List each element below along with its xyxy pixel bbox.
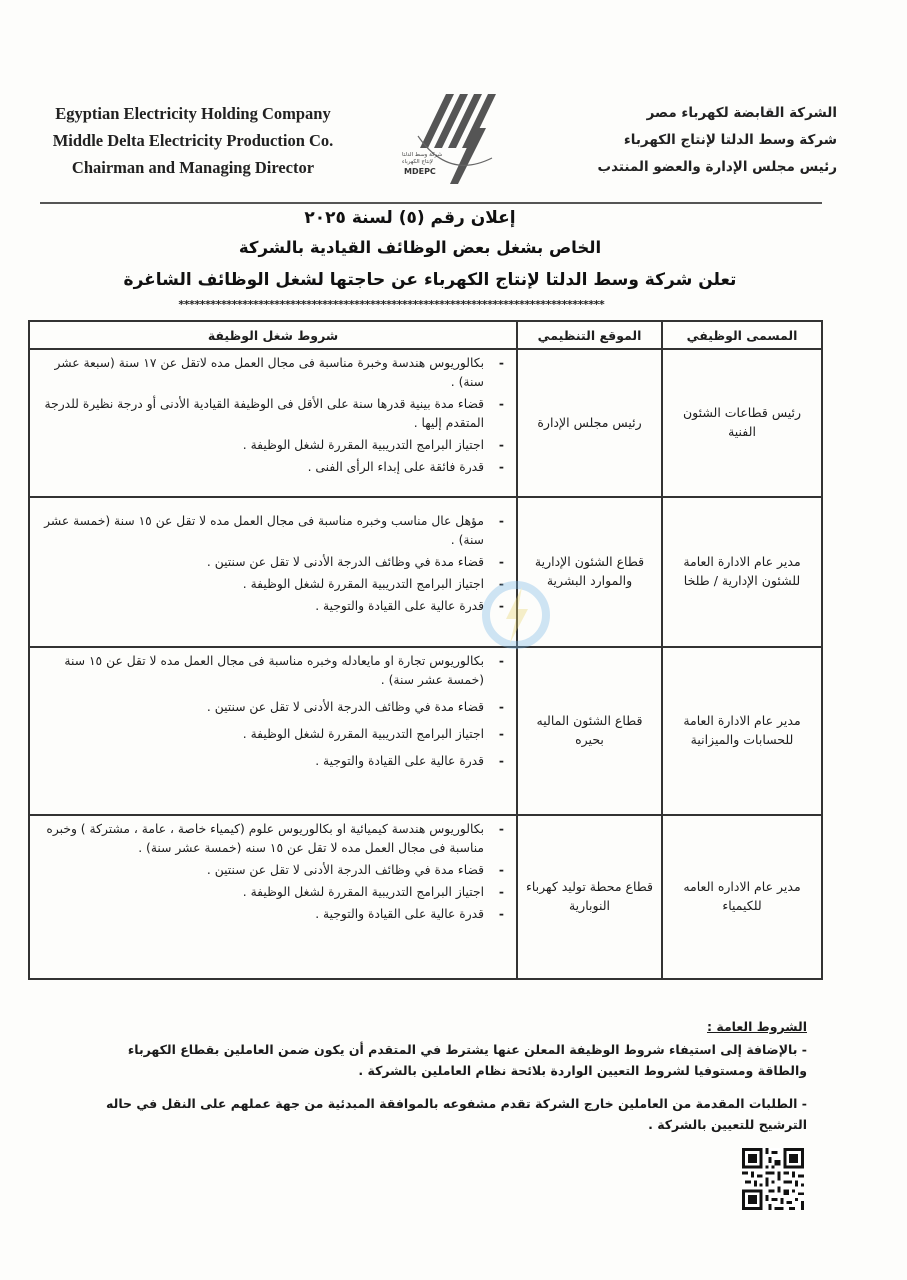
condition-item: - قدرة فائقة على إبداء الرأى الفنى . [44,458,506,477]
condition-item: - اجتياز البرامج التدريبية المقررة لشغل الوظيفة . [44,883,506,902]
job-title-cell: مدير عام الادارة العامة للشئون الإدارية / طلخا [661,496,821,646]
conditions-cell [30,348,516,496]
condition-item: - بكالوريوس هندسة وخبرة مناسبة فى مجال العمل مده لاتقل عن ١٧ سنة (سبعة عشر سنة) . [44,354,506,392]
header-english [28,100,358,181]
condition-item: - اجتياز البرامج التدريبية المقررة لشغل الوظيفة . [44,725,506,744]
conditions-cell [30,496,516,646]
header-job-title: المسمى الوظيفي [661,322,821,348]
condition-item: - قدرة عالية على القيادة والتوجية . [44,597,506,616]
svg-text:شركة وسط الدلتا: شركة وسط الدلتا [402,152,443,158]
condition-item: - قضاء مدة في وظائف الدرجة الأدنى لا تقل عن سنتين . [44,861,506,880]
general-conditions-title: الشروط العامة : [707,1019,807,1034]
jobs-table [28,320,823,980]
general-condition-item: - بالإضافة إلى استيفاء شروط الوظيفة المعلن عنها يشترط في المتقدم أن يكون ضمن العاملين بقطاع الكهرباء والطاقة ومستوفيا لشروط التعيين الواردة بلائحة نظام العاملين بالشركة . [127,1042,807,1078]
org-position-cell: قطاع الشئون الماليه بحيره [516,646,661,814]
conditions-cell [30,646,516,814]
company-logo [388,88,516,190]
header-divider [40,202,822,204]
job-title-cell: رئيس قطاعات الشئون الفنية [661,348,821,496]
org-position-cell: رئيس مجلس الإدارة [516,348,661,496]
condition-item: - قضاء مدة في وظائف الدرجة الأدنى لا تقل عن سنتين . [44,698,506,717]
general-conditions [95,1016,807,1147]
svg-text:لإنتاج الكهرباء: لإنتاج الكهرباء [402,159,433,165]
condition-item: - مؤهل عال مناسب وخبره مناسبة فى مجال العمل مده لا تقل عن ١٥ سنة (خمسة عشر سنة) . [44,512,506,550]
conditions-cell [30,814,516,978]
table-row [30,646,821,816]
condition-item: - بكالوريوس تجارة او مايعادله وخبره مناسبة فى مجال العمل مده لا تقل عن ١٥ سنة (خمسة عشر سنة) . [44,652,506,690]
job-title-cell: مدير عام الادارة العامة للحسابات والميزانية [661,646,821,814]
org-position-cell: قطاع محطة توليد كهرباء النوبارية [516,814,661,978]
qr-code [742,1148,804,1210]
job-title-cell: مدير عام الاداره العامه للكيمياء [661,814,821,978]
position-en: Chairman and Managing Director [71,158,315,177]
table-row [30,348,821,498]
condition-item: - بكالوريوس هندسة كيميائية او بكالوريوس علوم (كيمياء خاصة ، عامة ، مشتركة ) وخبره مناسبة فى مجال العمل مده لا تقل عن ١٥ سنه (خمسة عشر سنة) . [44,820,506,858]
condition-item: - قدرة عالية على القيادة والتوجية . [44,905,506,924]
table-row [30,496,821,648]
position-ar: رئيس مجلس الإدارة والعضو المنتدب [597,159,837,175]
condition-item: - قضاء مدة في وظائف الدرجة الأدنى لا تقل عن سنتين . [44,553,506,572]
company-name-en: Egyptian Electricity Holding Company [55,104,331,123]
condition-item: - اجتياز البرامج التدريبية المقررة لشغل الوظيفة . [44,436,506,455]
table-header-row [30,322,821,350]
company-name-ar: الشركة القابضة لكهرباء مصر [646,105,837,121]
subsidiary-name-ar: شركة وسط الدلتا لإنتاج الكهرباء [623,132,837,148]
org-position-cell: قطاع الشئون الإدارية والموارد البشرية [516,496,661,646]
watermark-logo [476,575,556,655]
general-condition-item: - الطلبات المقدمة من العاملين خارج الشركة تقدم مشفوعه بالموافقة المبدئية من جهة عملهم على النقل في حاله الترشيح للتعيين بالشركة . [106,1096,807,1132]
condition-item: - اجتياز البرامج التدريبية المقررة لشغل الوظيفة . [44,575,506,594]
condition-item: - قضاء مدة بينية قدرها سنة على الأقل فى الوظيفة القيادية الأدنى أو درجة نظيرة للدرجة المتقدم إليها . [44,395,506,433]
header-org-position: الموقع التنظيمي [516,322,661,348]
star-separator: ******************************************************************************** [178,298,604,311]
header-conditions: شروط شغل الوظيفة [207,327,339,343]
condition-item: - قدرة عالية على القيادة والتوجية . [44,752,506,771]
header-arabic [577,100,837,181]
announcement-number: إعلان رقم (٥) لسنة ٢٠٢٥ [304,208,516,228]
announcement-subject: الخاص بشغل بعض الوظائف القيادية بالشركة [238,238,602,257]
announcement-intro: تعلن شركة وسط الدلتا لإنتاج الكهرباء عن حاجتها لشغل الوظائف الشاغرة [123,270,737,290]
logo-text: MDEPC [404,167,436,176]
table-row [30,814,821,978]
subsidiary-name-en: Middle Delta Electricity Production Co. [52,131,334,150]
